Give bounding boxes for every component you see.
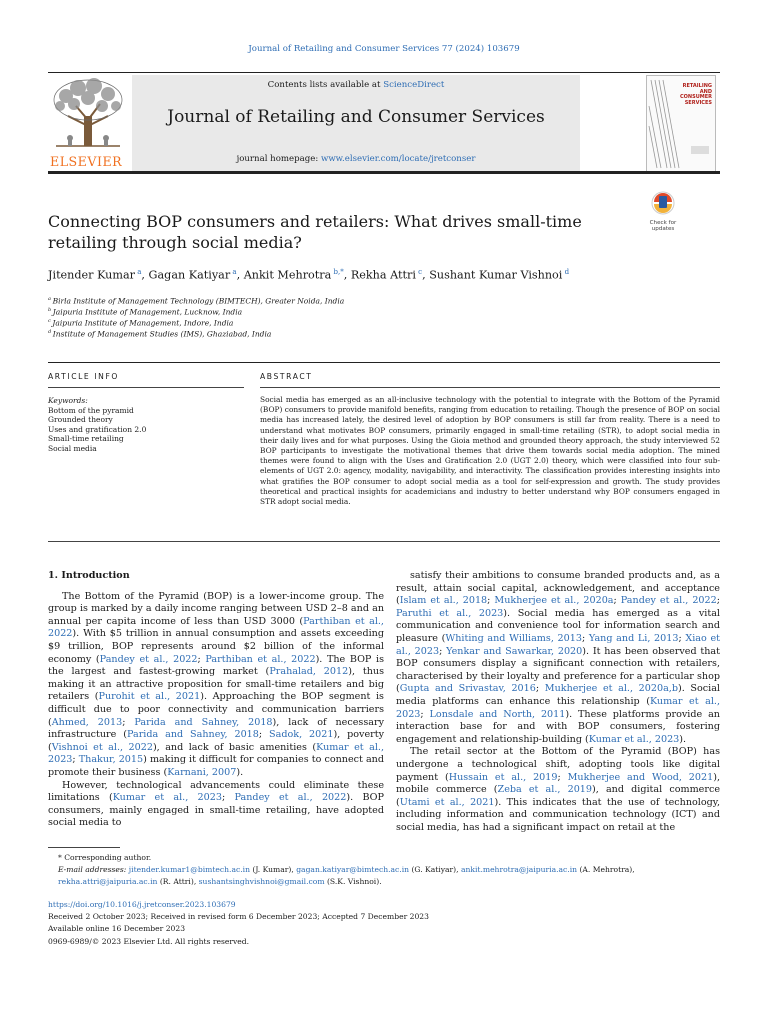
footnotes xyxy=(48,852,720,889)
paragraph-text: ; xyxy=(258,729,270,741)
section-heading-introduction: 1. Introduction xyxy=(48,570,130,581)
keyword-list xyxy=(48,406,146,454)
elsevier-wordmark: ELSEVIER xyxy=(50,154,123,169)
email-link[interactable]: jitender.kumar1@bimtech.ac.in xyxy=(128,865,250,875)
paragraph-text: ; xyxy=(122,716,135,728)
citation-link[interactable]: Mukherjee et al., 2020a,b xyxy=(544,683,678,695)
check-for-updates-icon xyxy=(646,190,680,216)
paragraph-text: ; xyxy=(678,632,686,644)
abstract-heading: ABSTRACT xyxy=(260,372,313,381)
affiliation-text: Birla Institute of Management Technology (BIMTECH), Greater Noida, India xyxy=(52,296,345,306)
keywords-label: Keywords: xyxy=(48,396,88,405)
check-for-updates-badge[interactable] xyxy=(646,190,680,234)
citation-link[interactable]: Kumar et al., 2023 xyxy=(112,792,222,804)
affiliation-text: Institute of Management Studies (IMS), Ghaziabad, India xyxy=(52,329,272,339)
abstract-text: Social media has emerged as an all-inclusive technology with the potential to integrate with the Bottom of the Pyramid (BOP) consumers to provide manifold benefits, ranging from education to retailing. Though the presence of BOP on social media has increased lately, the desired level of adoption by BOP consumers is still far from reality. There is a need to understand what motivates BOP consumers, primarily engaged in small-time retailing (STR), to adopt social media in their daily lives and for what purposes. Using the Gioia method and grounded theory approach, the study interviewed 52 BOP participants to investigate the motivational themes that drive them towards social media adoption. The mined themes were found to align with the Uses and Gratification 2.0 (UGT 2.0) theory, which were classified into four sub-elements of UGT 2.0: agency, modality, navigability, and interactivity. The classification provides interesting insights into what gratifies the BOP consumer to adopt social media as a tool for self-expression and growth. The study provides theoretical and practical insights for academicians and industry to better understand why BOP consumers engaged in STR adopt social media. xyxy=(260,395,720,507)
citation-link[interactable]: Zeba et al., 2019 xyxy=(497,784,593,796)
paragraph-text: ; xyxy=(420,708,430,720)
body-paragraph xyxy=(396,746,720,834)
footnote-rule xyxy=(48,847,120,848)
paragraph-text: ; xyxy=(535,683,545,695)
author-affiliation-marker[interactable]: c xyxy=(415,268,423,276)
article-info-heading: ARTICLE INFO xyxy=(48,372,120,381)
author-affiliation-marker[interactable]: b,* xyxy=(331,268,344,276)
email-text: (G. Katiyar), xyxy=(409,865,461,875)
paragraph-text: The Bottom of the Pyramid (BOP) is a lower-income group. The group is marked by a daily income ranging between USD 2–8 and an annual per capita income of less than USD 3000 ( xyxy=(48,590,384,627)
body-paragraph xyxy=(48,780,384,830)
affiliation xyxy=(48,328,344,339)
keyword: Uses and gratification 2.0 xyxy=(48,424,147,434)
citation-link[interactable]: Purohit et al., 2021 xyxy=(98,691,201,703)
contents-line xyxy=(132,80,580,90)
body-right-column xyxy=(396,570,720,834)
paragraph-text: ). Approaching the BOP segment is difficult due to poor connectivity and communication barriers ( xyxy=(48,691,384,728)
paragraph-text: ). BOP consumers, mainly engaged in small-time retailing, have adopted social media to xyxy=(48,792,384,829)
citation-link[interactable]: Pandey et al., 2022 xyxy=(620,595,717,607)
citation-link[interactable]: Whiting and Williams, 2013 xyxy=(445,632,582,644)
publication-info xyxy=(48,899,720,948)
keyword: Small-time retailing xyxy=(48,434,124,444)
cover-title: RETAILING AND CONSUMER SERVICES xyxy=(679,83,712,106)
right-paragraphs xyxy=(396,570,720,834)
elsevier-tree-logo xyxy=(48,76,128,169)
author-list xyxy=(48,268,569,282)
author-name[interactable]: Ankit Mehrotra xyxy=(243,268,332,282)
citation-link[interactable]: Karnani, 2007 xyxy=(167,766,237,778)
journal-citation[interactable]: Journal of Retailing and Consumer Services 77 (2024) 103679 xyxy=(248,44,520,54)
journal-cover-thumbnail[interactable] xyxy=(646,75,716,173)
abstract-bottom-rule xyxy=(48,541,720,542)
paragraph-text: ), thus making it an attractive proposition for small-time retailers and big retailers ( xyxy=(48,666,384,703)
affiliation xyxy=(48,317,344,328)
citation-link[interactable]: Kumar et al., 2023 xyxy=(588,733,680,745)
paragraph-text: ). With $5 trillion in annual consumption and assets exceeding $9 trillion, BOP represents around $2 billion of the informal economy ( xyxy=(48,628,384,665)
available-online: Available online 16 December 2023 xyxy=(48,924,186,934)
journal-homepage-link[interactable]: www.elsevier.com/locate/jretconser xyxy=(320,154,476,164)
header-bottom-rule xyxy=(48,171,720,174)
email-text: (J. Kumar), xyxy=(249,865,297,875)
email-list xyxy=(58,865,635,886)
email-text: (R. Attri), xyxy=(157,877,199,887)
email-label: E-mail addresses: xyxy=(58,865,127,875)
author-separator: , xyxy=(343,268,351,282)
citation-link[interactable]: Ahmed, 2013 xyxy=(51,716,123,728)
doi-link[interactable]: https://doi.org/10.1016/j.jretconser.2023.103679 xyxy=(48,900,236,909)
citation-link[interactable]: Mukherjee and Wood, 2021 xyxy=(567,771,714,783)
email-link[interactable]: sushantsinghvishnoi@gmail.com xyxy=(198,877,325,887)
paragraph-text: ), lack of necessary infrastructure ( xyxy=(48,716,384,741)
citation-link[interactable]: Hussain et al., 2019 xyxy=(448,771,558,783)
citation-link[interactable]: Parthiban et al., 2022 xyxy=(205,653,316,665)
author-affiliation-marker[interactable]: a xyxy=(135,268,142,276)
paragraph-text: ; xyxy=(487,595,495,607)
citation-link[interactable]: Parthiban et al., 2022 xyxy=(48,615,384,640)
paragraph-text: ) making it difficult for companies to connect and promote their business ( xyxy=(48,754,384,778)
affiliations xyxy=(48,295,344,339)
citation-link[interactable]: Xiao et al., 2023 xyxy=(396,632,720,657)
email-addresses xyxy=(48,864,720,888)
paragraph-text: ; xyxy=(72,754,79,766)
keyword: Grounded theory xyxy=(48,415,113,425)
paragraph-text: ). xyxy=(236,766,244,778)
citation-link[interactable]: Pandey et al., 2022 xyxy=(234,792,347,804)
author-affiliation-marker[interactable]: d xyxy=(562,268,570,276)
paragraph-text: ). This indicates that the use of technology, including information and communication technology (ICT) and social media, has had a significant impact on retail at the xyxy=(396,796,720,833)
citation-link[interactable]: Gupta and Srivastav, 2016 xyxy=(399,683,536,695)
homepage-line xyxy=(132,154,580,164)
paragraph-text: ; xyxy=(221,792,235,804)
paragraph-text: ), poverty ( xyxy=(48,729,385,753)
paragraph-text: satisfy their ambitions to consume branded products and, as a result, attain social capital, acknowledgement, and acceptance ( xyxy=(396,570,720,607)
keywords-block xyxy=(48,396,146,454)
citation-link[interactable]: Paruthi et al., 2023 xyxy=(396,607,504,619)
paragraph-text: ). Social media has emerged as a vital communication and convenience tool for information search and pleasure ( xyxy=(396,607,720,644)
citation-link[interactable]: Mukherjee et al., 2020a xyxy=(494,595,614,607)
citation-link[interactable]: Kumar et al., 2023 xyxy=(48,741,384,766)
paragraph-text: ; xyxy=(197,653,206,665)
citation-link[interactable]: Kumar et al., 2023 xyxy=(396,695,720,720)
affiliation xyxy=(48,295,344,306)
affiliation-marker: b xyxy=(48,307,53,314)
journal-name: Journal of Retailing and Consumer Services xyxy=(167,107,545,127)
affiliation-marker: a xyxy=(48,296,53,302)
body-paragraph xyxy=(396,570,720,746)
email-text: (S.K. Vishnoi). xyxy=(324,877,382,887)
journal-header xyxy=(48,72,720,171)
email-link[interactable]: gagan.katiyar@bimtech.ac.in xyxy=(296,865,410,875)
paragraph-text: The retail sector at the Bottom of the Pyramid (BOP) has undergone a technological shift, adopting tools like digital payment ( xyxy=(396,746,720,783)
citation-link[interactable]: Lonsdale and North, 2011 xyxy=(429,708,566,720)
citation-link[interactable]: Vishnoi et al., 2022 xyxy=(51,741,153,753)
paragraph-text: ), and lack of basic amenities ( xyxy=(152,741,317,753)
author-name[interactable]: Sushant Kumar Vishnoi xyxy=(429,268,563,282)
keyword: Social media xyxy=(48,443,97,453)
author-name[interactable]: Rekha Attri xyxy=(350,268,416,282)
article-info-rule xyxy=(48,387,244,388)
tree-icon xyxy=(48,76,128,152)
citation-link[interactable]: Parida and Sahney, 2018 xyxy=(134,716,273,728)
email-link[interactable]: rekha.attri@jaipuria.ac.in xyxy=(58,877,158,887)
paragraph-text: ), mobile commerce ( xyxy=(396,771,720,796)
citation-link[interactable]: Yenkar and Sawarkar, 2020 xyxy=(446,645,583,657)
homepage-prefix: journal homepage: xyxy=(236,154,321,164)
author-separator: , xyxy=(141,268,149,282)
affiliation-marker: d xyxy=(48,329,53,336)
corresponding-author-note: * Corresponding author. xyxy=(58,853,152,862)
author-separator: , xyxy=(422,268,430,282)
citation-link[interactable]: Pandey et al., 2022 xyxy=(99,653,198,665)
paragraph-text: ), and digital commerce ( xyxy=(396,784,720,808)
author-affiliation-marker[interactable]: a xyxy=(230,268,237,276)
citation-link[interactable]: Yang and Li, 2013 xyxy=(588,632,679,644)
abstract-rule xyxy=(260,387,720,388)
header-top-rule xyxy=(48,72,720,73)
body-left-column xyxy=(48,570,384,830)
check-for-updates-label: Check for updates xyxy=(649,220,677,232)
keyword: Bottom of the pyramid xyxy=(48,405,134,415)
author-separator: , xyxy=(236,268,244,282)
author-name[interactable]: Jitender Kumar xyxy=(48,268,136,282)
paragraph-text: ). The BOP is the largest and fastest-growing market ( xyxy=(48,653,384,678)
corresponding-author-text: Corresponding author. xyxy=(64,853,152,862)
citation-link[interactable]: Thakur, 2015 xyxy=(78,754,144,766)
masthead-box xyxy=(132,75,580,171)
paragraph-text: ; xyxy=(439,645,447,657)
paragraph-text: ). Social media platforms can enhance this relationship ( xyxy=(396,683,721,707)
email-text: (A. Mehrotra), xyxy=(577,865,635,875)
received-dates: Received 2 October 2023; Received in revised form 6 December 2023; Accepted 7 December 2023 xyxy=(48,912,429,922)
citation-link[interactable]: Parida and Sahney, 2018 xyxy=(126,729,259,741)
paragraph-text: ). These platforms provide an interaction base for and with BOP consumers, fostering engagement and relationship-building ( xyxy=(396,708,720,745)
citation-link[interactable]: Sadok, 2021 xyxy=(269,729,334,741)
citation-link[interactable]: Prahalad, 2012 xyxy=(269,666,349,678)
affiliation-text: Jaipuria Institute of Management, Indore, India xyxy=(52,318,234,328)
article-title: Connecting BOP consumers and retailers: What drives small-time retailing through social media? xyxy=(48,212,582,252)
paragraph-text: ). It has been observed that BOP consumers display a significant connection with retailers, characterised by their loyalty and preference for a particular shop ( xyxy=(396,645,720,695)
paragraph-text: However, technological advancements could eliminate these limitations ( xyxy=(48,779,384,804)
contents-prefix: Contents lists available at xyxy=(267,80,384,90)
paragraph-text: ; xyxy=(581,632,589,644)
author-name[interactable]: Gagan Katiyar xyxy=(148,268,231,282)
citation-link[interactable]: Utami et al., 2021 xyxy=(399,796,495,808)
sciencedirect-link[interactable]: ScienceDirect xyxy=(383,80,445,90)
affiliation-text: Jaipuria Institute of Management, Lucknow, India xyxy=(52,307,243,317)
email-link[interactable]: ankit.mehrotra@jaipuria.ac.in xyxy=(460,865,578,875)
affiliation-marker: c xyxy=(48,318,53,325)
paragraph-text: ). xyxy=(679,733,687,745)
paragraph-text: ; xyxy=(716,595,720,607)
copyright-line: 0969-6989/© 2023 Elsevier Ltd. All rights reserved. xyxy=(48,936,250,946)
body-paragraph xyxy=(48,591,384,780)
paragraph-text: ; xyxy=(557,771,568,783)
left-paragraphs xyxy=(48,591,384,830)
citation-link[interactable]: Islam et al., 2018 xyxy=(399,595,488,607)
affiliation xyxy=(48,306,344,317)
paragraph-text: ; xyxy=(613,595,621,607)
article-info-top-rule xyxy=(48,362,720,363)
